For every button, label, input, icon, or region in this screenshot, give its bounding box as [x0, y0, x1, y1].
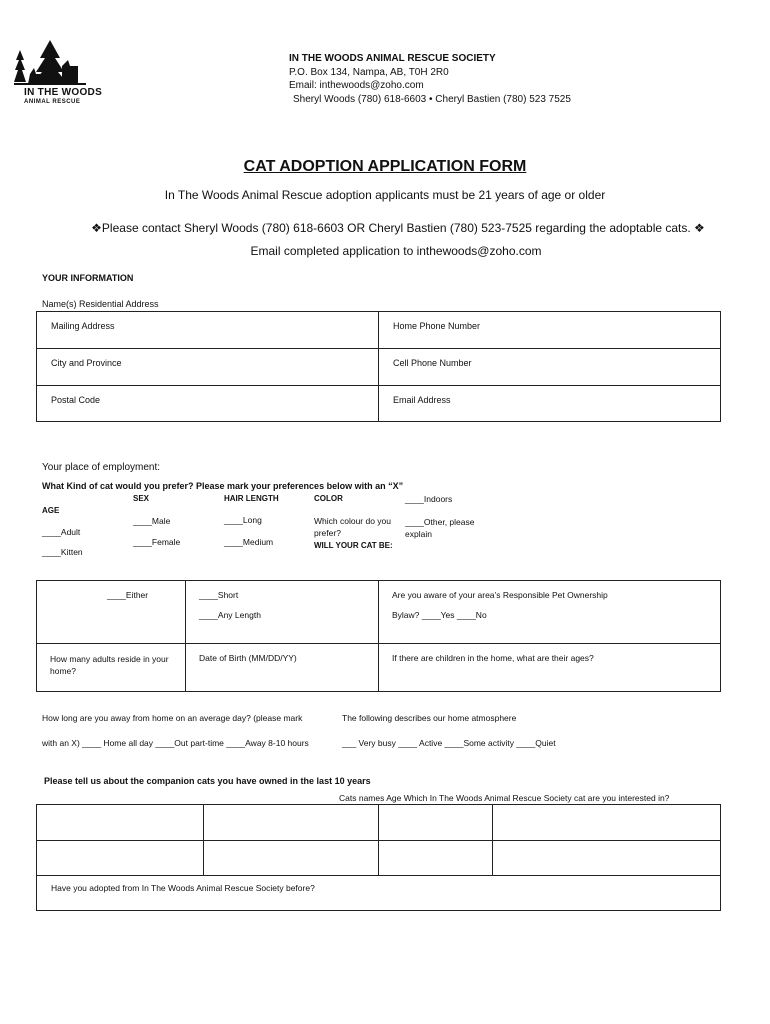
companion-columns: Cats names Age Which In The Woods Animal Rescue Society cat are you interested in?	[339, 793, 670, 803]
long-option[interactable]: ____Long	[224, 515, 262, 525]
short-option[interactable]: ____Short	[199, 590, 239, 600]
postal-code-field[interactable]: Postal Code	[51, 395, 101, 405]
away-options[interactable]: with an X) ____ Home all day ____Out part-time ____Away 8-10 hours	[42, 738, 309, 748]
contact-note: ❖Please contact Sheryl Woods (780) 618-6603 OR Cheryl Bastien (780) 523-7525 regarding the adoptable cats. ❖	[91, 221, 705, 235]
away-question: How long are you away from home on an average day? (please mark	[42, 713, 303, 723]
date-of-birth-field[interactable]: Date of Birth (MM/DD/YY)	[199, 653, 297, 663]
your-info-heading: YOUR INFORMATION	[42, 273, 134, 283]
residential-address-label: Name(s) Residential Address	[42, 299, 159, 309]
adult-option[interactable]: ____Adult	[42, 527, 81, 537]
form-title: CAT ADOPTION APPLICATION FORM	[243, 158, 527, 175]
age-heading: AGE	[42, 506, 60, 515]
adults-in-home-field[interactable]: How many adults reside in your home?	[50, 654, 169, 676]
atmosphere-question: The following describes our home atmosphere	[342, 713, 517, 723]
bylaw-question: Are you aware of your area’s Responsible Pet Ownership	[392, 590, 608, 600]
color-heading: COLOR	[314, 494, 343, 503]
employment-field[interactable]: Your place of employment:	[42, 462, 161, 473]
other-colour-option[interactable]: ____Other, please explain	[405, 517, 475, 539]
sex-heading: SEX	[133, 494, 150, 503]
org-email: Email: inthewoods@zoho.com	[289, 80, 424, 91]
cell-phone-field[interactable]: Cell Phone Number	[393, 358, 472, 368]
bylaw-answer[interactable]: Bylaw? ____Yes ____No	[392, 610, 487, 620]
kitten-option[interactable]: ____Kitten	[42, 547, 83, 557]
email-address-field[interactable]: Email Address	[393, 395, 451, 405]
home-phone-field[interactable]: Home Phone Number	[393, 321, 481, 331]
either-option[interactable]: ____Either	[107, 590, 149, 600]
mailing-address-field[interactable]: Mailing Address	[51, 321, 115, 331]
city-province-field[interactable]: City and Province	[51, 358, 122, 368]
email-note: Email completed application to inthewoods@zoho.com	[250, 244, 542, 258]
logo-line1: IN THE WOODS	[24, 87, 103, 98]
male-option[interactable]: ____Male	[133, 516, 171, 526]
atmosphere-options[interactable]: ___ Very busy ____ Active ____Some activity ____Quiet	[342, 738, 556, 748]
companion-heading: Please tell us about the companion cats you have owned in the last 10 years	[44, 776, 371, 786]
rescue-logo	[12, 38, 103, 110]
hair-length-heading: HAIR LENGTH	[224, 494, 279, 503]
logo-line2: ANIMAL RESCUE	[24, 99, 81, 105]
age-note: In The Woods Animal Rescue adoption applicants must be 21 years of age or older	[164, 188, 606, 202]
org-name: IN THE WOODS ANIMAL RESCUE SOCIETY	[289, 53, 496, 64]
children-ages-field[interactable]: If there are children in the home, what are their ages?	[392, 653, 594, 663]
female-option[interactable]: ____Female	[133, 537, 181, 547]
any-length-option[interactable]: ____Any Length	[199, 610, 261, 620]
medium-option[interactable]: ____Medium	[224, 537, 274, 547]
preferences-question: What Kind of cat would you prefer? Please mark your preferences below with an “X”	[42, 481, 404, 491]
which-colour-field[interactable]: Which colour do you prefer?	[314, 516, 392, 538]
indoors-option[interactable]: ____Indoors	[405, 494, 453, 504]
org-address: P.O. Box 134, Nampa, AB, T0H 2R0	[289, 67, 449, 78]
will-cat-be-heading: WILL YOUR CAT BE:	[314, 541, 393, 550]
org-phones: Sheryl Woods (780) 618-6603 • Cheryl Bastien (780) 523 7525	[293, 94, 571, 105]
adopted-before-field[interactable]: Have you adopted from In The Woods Animal Rescue Society before?	[51, 883, 315, 893]
